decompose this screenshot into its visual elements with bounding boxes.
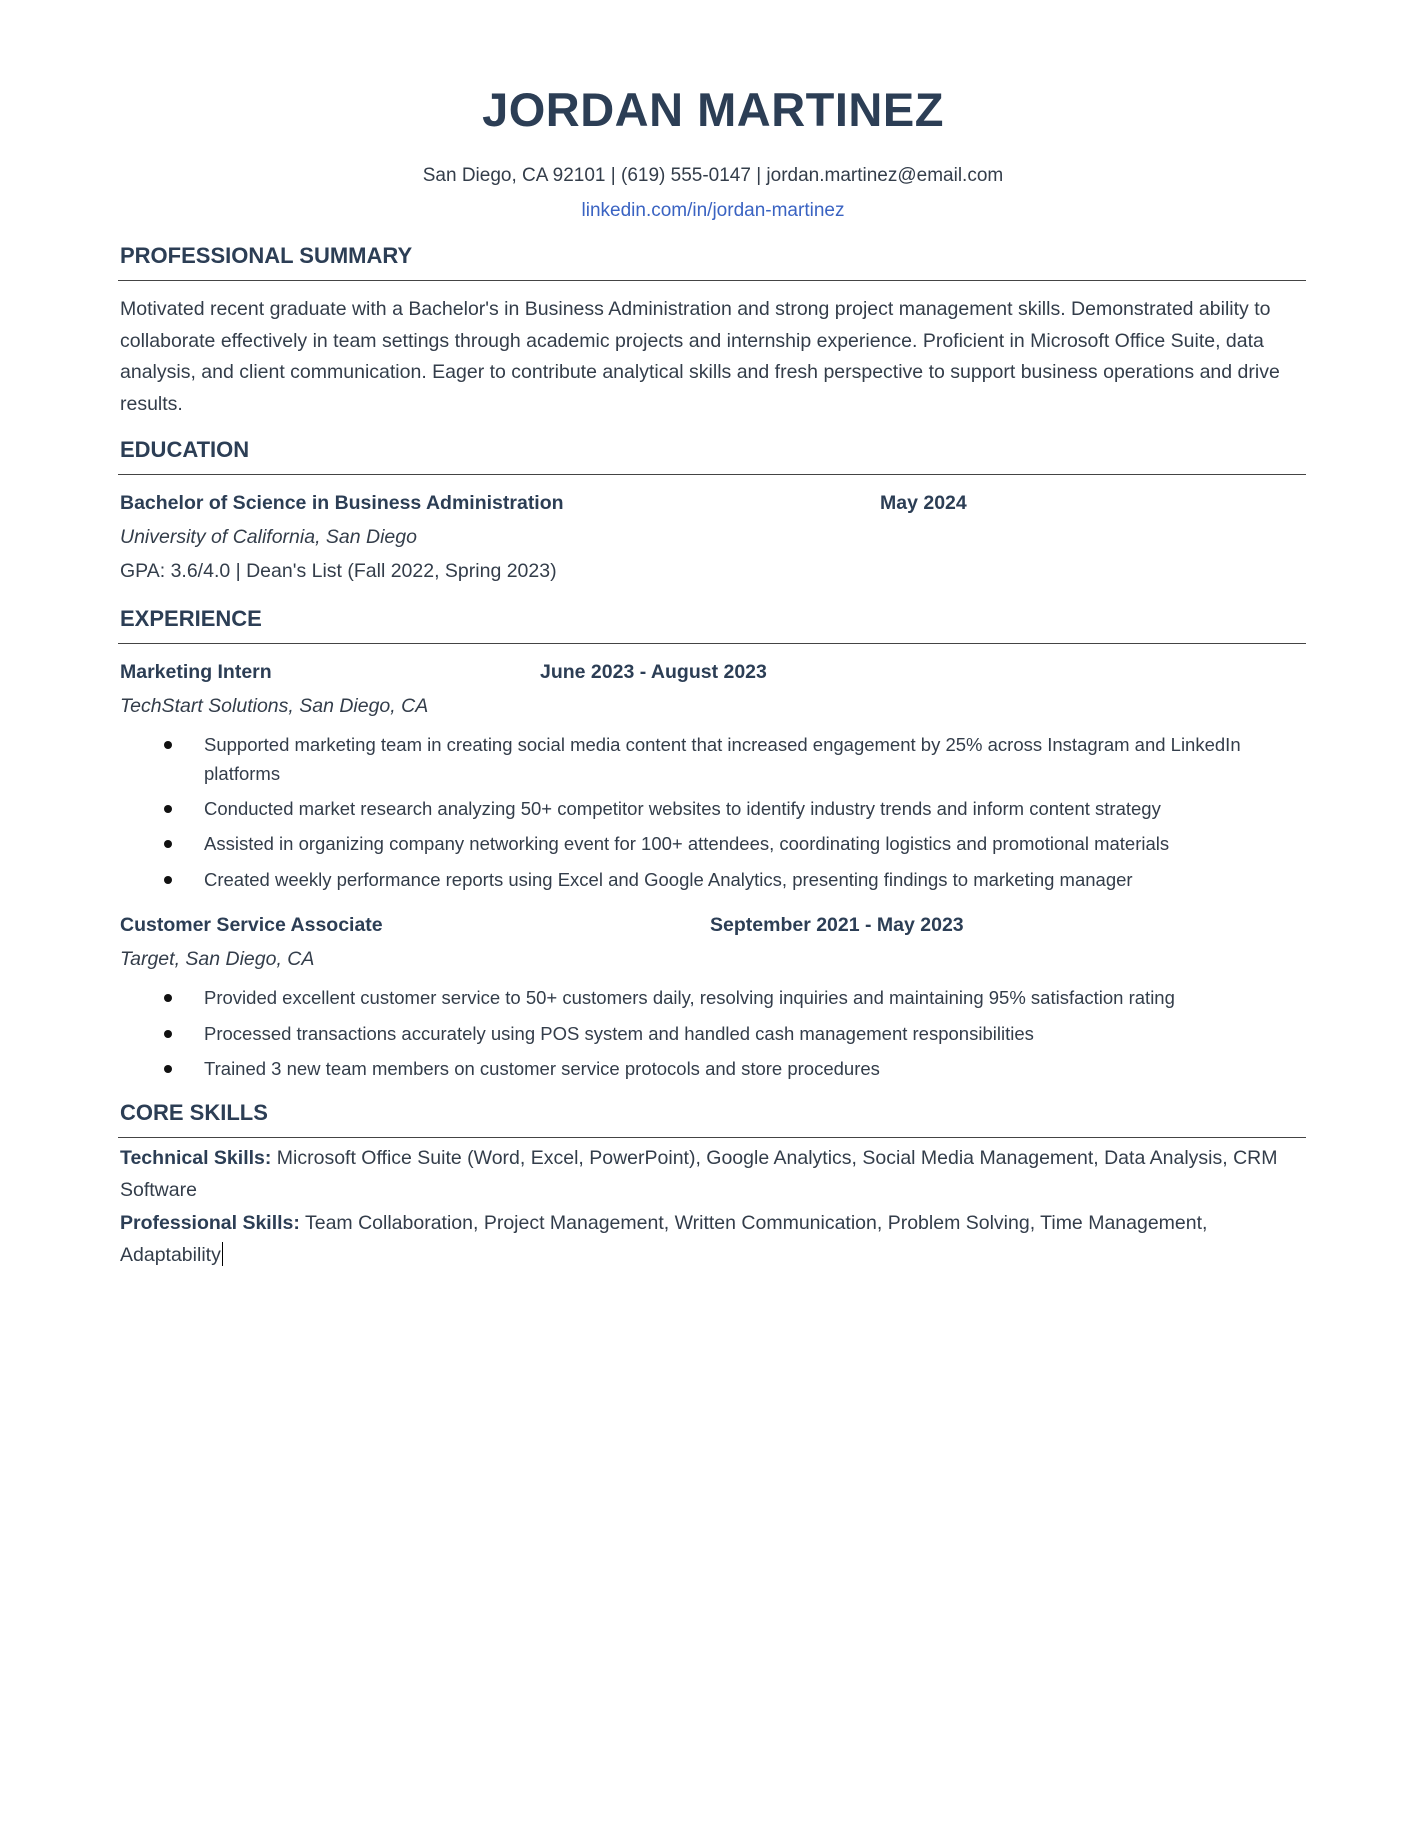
job-bullet[interactable]: Conducted market research analyzing 50+ competitor websites to identify industry trends and inform content strategy — [204, 798, 1161, 819]
degree-date[interactable]: May 2024 — [880, 492, 967, 514]
job-bullet[interactable]: Provided excellent customer service to 50+ customers daily, resolving inquiries and maintaining 95% satisfaction rating — [204, 987, 1175, 1008]
linkedin-link[interactable]: linkedin.com/in/jordan-martinez — [581, 200, 845, 221]
summary-text[interactable]: Motivated recent graduate with a Bachelor's in Business Administration and strong project management skills. Demonstrated ability to collaborate effectively in team settings through academic projects and internship experience. Proficient in Microsoft Office Suite, data analysis, and client communication. Eager to contribute analytical skills and fresh perspective to support business operations and drive results. — [120, 298, 1280, 415]
bullet-icon — [164, 741, 172, 749]
skills-heading[interactable]: CORE SKILLS — [120, 1100, 268, 1125]
summary-heading[interactable]: PROFESSIONAL SUMMARY — [120, 243, 413, 268]
contact-line[interactable]: San Diego, CA 92101 | (619) 555-0147 | jordan.martinez@email.com — [422, 165, 1004, 186]
job-bullet[interactable]: Processed transactions accurately using POS system and handled cash management responsibilities — [204, 1023, 1034, 1044]
bullet-icon — [164, 1065, 172, 1073]
bullet-icon — [164, 805, 172, 813]
text-cursor — [222, 1242, 223, 1266]
job-bullet[interactable]: Created weekly performance reports using Excel and Google Analytics, presenting findings to marketing manager — [204, 869, 1133, 890]
professional-skills-text: Team Collaboration, Project Management, Written Communication, Problem Solving, Time Management, Adaptability — [120, 1212, 1208, 1266]
skills-divider — [118, 1137, 1306, 1138]
experience-divider — [118, 643, 1306, 644]
job-dates[interactable]: September 2021 - May 2023 — [710, 914, 964, 936]
job-company[interactable]: TechStart Solutions, San Diego, CA — [120, 695, 429, 717]
job-role[interactable]: Marketing Intern — [120, 661, 272, 683]
bullet-icon — [164, 994, 172, 1002]
experience-heading[interactable]: EXPERIENCE — [120, 606, 262, 631]
job-role[interactable]: Customer Service Associate — [120, 914, 383, 936]
job-company[interactable]: Target, San Diego, CA — [120, 948, 315, 970]
education-details[interactable]: GPA: 3.6/4.0 | Dean's List (Fall 2022, Spring 2023) — [120, 560, 557, 582]
job-bullet[interactable]: Trained 3 new team members on customer service protocols and store procedures — [204, 1058, 880, 1079]
summary-divider — [118, 280, 1306, 281]
bullet-icon — [164, 1030, 172, 1038]
professional-skills[interactable] — [120, 1208, 1300, 1271]
school-name[interactable]: University of California, San Diego — [120, 526, 417, 548]
technical-skills-text: Microsoft Office Suite (Word, Excel, PowerPoint), Google Analytics, Social Media Management, Data Analysis, CRM Software — [120, 1147, 1278, 1201]
degree-title[interactable]: Bachelor of Science in Business Administration — [120, 492, 564, 514]
education-heading[interactable]: EDUCATION — [120, 437, 250, 462]
job-bullet[interactable]: Assisted in organizing company networking event for 100+ attendees, coordinating logistics and promotional materials — [204, 833, 1170, 854]
technical-skills-label: Technical Skills: — [120, 1147, 272, 1169]
job-bullet[interactable]: Supported marketing team in creating social media content that increased engagement by 25% across Instagram and LinkedIn platforms — [204, 734, 1241, 784]
bullet-icon — [164, 876, 172, 884]
education-divider — [118, 474, 1306, 475]
professional-skills-label: Professional Skills: — [120, 1212, 300, 1234]
candidate-name[interactable]: JORDAN MARTINEZ — [482, 83, 944, 136]
technical-skills[interactable] — [120, 1143, 1300, 1206]
job-dates[interactable]: June 2023 - August 2023 — [540, 661, 767, 683]
bullet-icon — [164, 840, 172, 848]
